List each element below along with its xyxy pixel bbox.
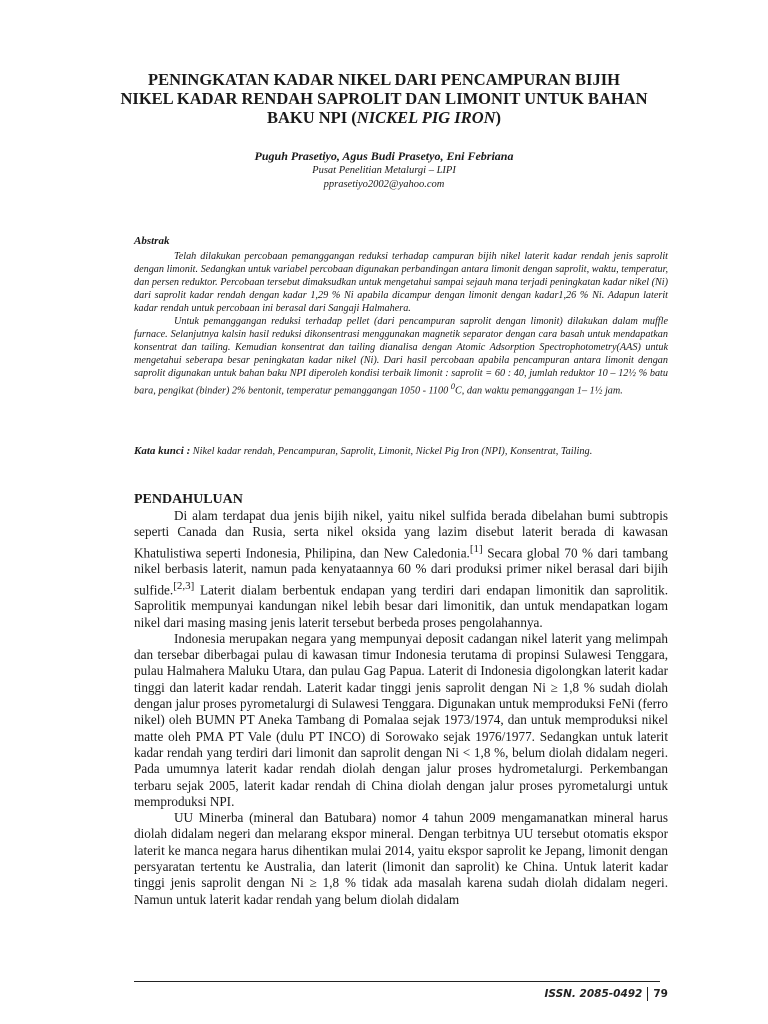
abstract-p2-text-b: C, dan waktu pemanggangan 1– 1½ jam. <box>454 385 623 397</box>
abstract-body <box>134 250 668 397</box>
footer-separator <box>647 987 648 1001</box>
abstract-paragraph-1: Telah dilakukan percobaan pemanggangan reduksi terhadap campuran bijih nikel laterit kadar rendah jenis saprolit dengan limonit. Sedangkan untuk variabel percobaan digunakan perbandingan antara limonit dengan saprolit, waktu, temperatur, dan persen reduktor. Percobaan tersebut dimaksudkan untuk mengetahui sampai sejauh mana terjadi peningkatan kadar nikel (Ni) dari saprolit kadar rendah dengan kadar 1,29 % Ni apabila dicampur dengan limonit dengan kadar1,26 % Ni. Adapun laterit kadar rendah untuk percobaan ini berasal dari Sangaji Halmahera. <box>134 251 669 314</box>
page-footer <box>544 987 668 1001</box>
keywords-label: Kata kunci : <box>134 445 191 457</box>
footer-divider <box>134 981 660 982</box>
keywords-text: Nikel kadar rendah, Pencampuran, Saprolit, Limonit, Nickel Pig Iron (NPI), Konsentrat, Tailing. <box>190 446 593 457</box>
abstract-paragraph-2 <box>134 315 668 397</box>
page-number: 79 <box>653 988 668 1000</box>
abstract-heading: Abstrak <box>134 235 170 247</box>
affiliation: Pusat Penelitian Metalurgi – LIPI <box>312 165 456 176</box>
section-heading-intro: PENDAHULUAN <box>134 492 243 507</box>
intro-paragraph-1 <box>134 508 668 631</box>
paper-title <box>120 70 648 127</box>
intro-paragraph-3: UU Minerba (mineral dan Batubara) nomor 4 tahun 2009 mengamanatkan mineral harus diolah didalam negeri dan melarang ekspor mineral. Dengan terbitnya UU tersebut otomatis ekspor laterit ke manca negara harus dihentikan mulai 2014, yaitu ekspor saprolit ke Jepang, limonit dengan persyaratan tertentu ke Australia, dan laterit (limonit dan saprolit) ke China. Untuk laterit kadar tinggi jenis saprolit dengan Ni ≥ 1,8 % tidak ada masalah karena sudah diolah didalam negeri. Namun untuk laterit kadar rendah yang belum diolah didalam <box>134 810 668 907</box>
intro-p1-text-a: Di alam terdapat dua jenis bijih nikel, yaitu nikel sulfida berada dibelahan bumi subtropis seperti Canada dan Rusia, serta nikel oksida yang lazim disebut laterit berada di kawasan Khatulistiwa seperti Indonesia, Philipina, dan New Caledonia. <box>134 508 668 560</box>
keywords <box>134 445 668 458</box>
degree-superscript: 0 <box>450 381 455 391</box>
intro-p1-text-b: Secara global 70 % dari tambang nikel berbasis laterit, namun pada kenyataannya 60 % dari produksi primer nikel berasal dari bijih sulfide. <box>134 544 668 597</box>
citation-ref-2: [2,3] <box>173 579 195 592</box>
citation-ref-1: [1] <box>469 542 483 555</box>
title-close: ) <box>495 108 502 127</box>
title-emphasis: NICKEL PIG IRON <box>356 108 496 127</box>
intro-body <box>134 508 668 908</box>
issn-label: ISSN. 2085-0492 <box>544 988 643 1000</box>
author-email: pprasetiyo2002@yahoo.com <box>323 179 445 190</box>
title-main: PENINGKATAN KADAR NIKEL DARI PENCAMPURAN BIJIH NIKEL KADAR RENDAH SAPROLIT DAN LIMONIT UNTUK BAHAN BAKU NPI ( <box>120 70 648 127</box>
abstract-p2-text-a: Untuk pemanggangan reduksi terhadap pellet (dari pencampuran saprolit dengan limonit) dilakukan dalam muffle furnace. Selanjutnya kalsin hasil reduksi dikonsentrasi menggunakan magnetik separator dengan cara basah untuk mendapatkan konsentrat dan tailing. Kemudian konsentrat dan tailing dianalisa dengan Atomic Adsorption Spectrophotometry(AAS) untuk mengetahui seberapa besar peningkatan kadar nikel (Ni). Dari hasil percobaan apabila pencampuran antara limonit dengan saprolit digunakan untuk bahan baku NPI diperoleh kondisi terbaik limonit : saprolit = 60 : 40, jumlah reduktor 10 – 12½ % batu bara, pengikat (binder) 2% bentonit, temperatur pemanggangan 1050 - 1100 <box>134 316 668 397</box>
author-list: Puguh Prasetiyo, Agus Budi Prasetyo, Eni Febriana <box>254 149 514 163</box>
intro-paragraph-2: Indonesia merupakan negara yang mempunyai deposit cadangan nikel laterit yang melimpah dan tersebar diberbagai pulau di kawasan timur Indonesia terutama di propinsi Sulawesi Tenggara, pulau Halmahera Maluku Utara, dan pulau Gag Papua. Laterit di Indonesia digolongkan laterit kadar tinggi dan laterit kadar rendah. Laterit kadar tinggi jenis saprolit dengan Ni ≥ 1,8 % sudah diolah dengan jalur proses pyrometalurgi di Sulawesi Tenggara. Digunakan untuk memproduksi FeNi (ferro nikel) oleh BUMN PT Aneka Tambang di Pomalaa sejak 1973/1974, dan untuk memproduksi nikel matte oleh PMA PT Vale (dulu PT INCO) di Sorowako sejak 1976/1977. Sedangkan untuk laterit kadar rendah yang terdiri dari limonit dan saprolit dengan Ni < 1,8 %, belum diolah didalam negeri. Pada umumnya laterit kadar rendah diolah dengan jalur proses hydrometalurgi. Perkembangan terbaru sejak 2005, laterit kadar rendah di China diolah dengan jalur proses pyrometalurgi untuk memproduksi NPI. <box>134 630 668 809</box>
intro-p1-text-c: Laterit dialam berbentuk endapan yang terdiri dari endapan limonitik dan saprolitik. Saprolitik mempunyai kandungan nikel lebih besar dari limonitik, dan untuk mendapatkan logam nikel dari masing masing jenis laterit tersebut berbeda proses pengolahannya. <box>134 581 668 630</box>
